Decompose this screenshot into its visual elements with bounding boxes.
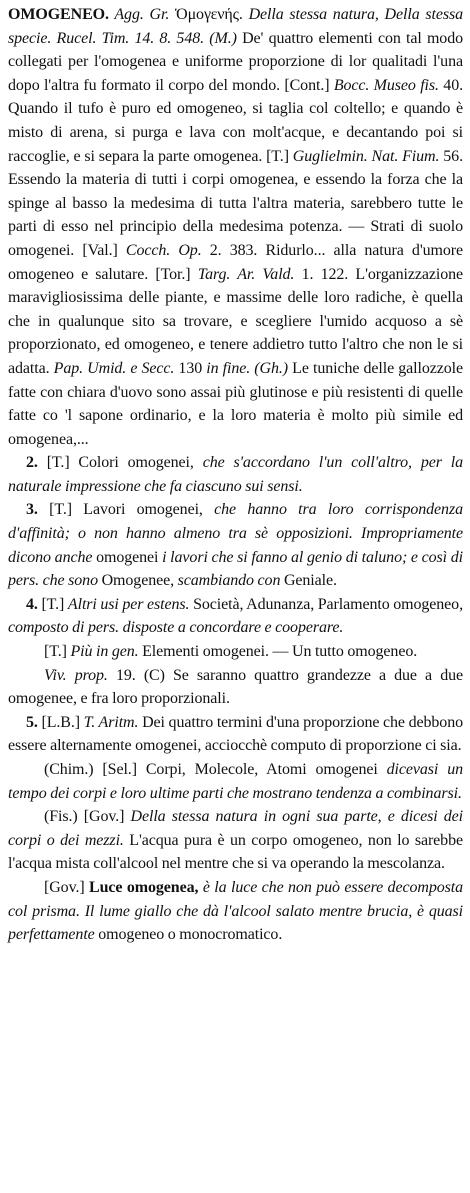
text-run: dicevasi un tempo dei corpi e loro ultime parti che mostrano tendenza a combinarsi. [8, 761, 463, 802]
entry-sense-4 [8, 640, 463, 664]
text-run: 56. Essendo la materia di tutti i corpi omogenea, e essendo la forza che la spinge al basso la medesima di tutta l'altra materia, sarebbero tutte le parti di esso nel principio della medesima potenza. — Strati di suolo omogenei. [Val.] [8, 147, 463, 259]
text-run: 2. 383. Ridurlo... alla natura d'umore omogeneo e salutare. [Tor.] [8, 241, 463, 283]
text-run: De' quattro elementi con tal modo collegati per l'omogenea e uniforme proporzione di lor qualitadi l'una dopo l'altra fu formato il corpo del mondo. [Cont.] [8, 29, 463, 94]
text-run: 1. 122. L'organizzazione maravigliosissima delle piante, e massime delle loro radiche, è quella che in qualunque sito sa trovare, e scegliere l'umido acquoso a sè proporzionato, ed omogeneo, e tenere addietro tutto l'altro che non le si adatta. [8, 265, 463, 377]
text-run: Della stessa natura, Della stessa specie. Rucel. Tim. 14. 8. 548. (M.) [8, 6, 464, 47]
entry-sense-3 [8, 593, 463, 640]
text-run: che hanno tra loro corrispondenza d'affinità; o non hanno almeno tra sè opposizioni. Impropriamente dicono anche [8, 501, 463, 566]
text-run: T. Aritm. [83, 713, 139, 731]
text-run: Targ. Ar. Vald. [197, 265, 295, 283]
text-run: 5. [26, 713, 38, 731]
entry-sense-6 [8, 711, 463, 758]
entry-sense-9 [8, 876, 463, 947]
text-run: L'acqua pura è un corpo omogeneo, non lo sarebbe l'acqua mista coll'alcool nel mentre che si va operando la mescolanza. [8, 831, 463, 873]
text-run: Luce omogenea, [89, 878, 199, 896]
text-run: omogenei [92, 548, 163, 566]
text-run: Geniale. [280, 572, 337, 590]
entry-sense-5 [8, 664, 463, 711]
text-run: i lavori che si fanno al genio di taluno; e così di pers. che sono [8, 548, 463, 590]
text-run: scambiando con [177, 572, 281, 590]
text-run: 3. [26, 501, 38, 519]
text-run: [T.] Colori omogenei, [37, 454, 203, 472]
text-run: 130 [174, 359, 207, 377]
text-run: è la luce che non può essere decomposta col prisma. Il lume giallo che dà l'alcool salato mentre brucia, è quasi perfettamente [8, 878, 463, 944]
text-run: [L.B.] [37, 713, 84, 731]
text-run: Altri usi per estens. [67, 595, 190, 613]
text-run: in fine. (Gh.) [206, 359, 289, 377]
entry-sense-1 [8, 451, 463, 498]
entry-definition [8, 3, 463, 451]
text-run: Più in gen. [70, 643, 139, 661]
text-run: che s'accordano l'un coll'altro, per la naturale impressione che fa ciascuno sui sensi. [8, 454, 463, 495]
text-run: [Gov.] [44, 878, 90, 896]
text-run: Guglielmin. Nat. Fium. [292, 147, 440, 165]
text-run: (Chim.) [Sel.] Corpi, Molecole, Atomi omogenei [44, 761, 387, 778]
text-run: Pap. Umid. e Secc. [53, 359, 175, 377]
text-run: omogeneo o monocromatico. [94, 926, 283, 944]
text-run: composto di pers. disposte a concordare e cooperare. [8, 619, 344, 637]
text-run: Ὁμογενής. [175, 6, 243, 23]
text-run: Agg. Gr. [108, 6, 176, 23]
text-run: 19. (C) Se saranno quattro grandezze a due a due omogenee, e fra loro proporzionali. [8, 666, 464, 708]
text-run: Bocc. Museo fis. [333, 76, 439, 94]
text-run: (Fis.) [Gov.] [44, 808, 131, 826]
text-run: Società, Adunanza, Parlamento omogeneo, [189, 595, 463, 613]
text-run: Della stessa natura in ogni sua parte, e dicesi dei corpi o dei mezzi. [8, 808, 463, 849]
text-run: Cocch. Op. [125, 241, 202, 259]
text-run: OMOGENEO. [8, 6, 109, 23]
entry-sense-2 [8, 498, 463, 592]
text-run: Omogenee, [98, 572, 178, 590]
dictionary-entry-omogeneo [8, 3, 463, 947]
text-run: [T.] Lavori omogenei, [37, 501, 215, 519]
text-run: Dei quattro termini d'una proporzione che debbono essere alternamente omogenei, acciocchè computo di proporzione ci sia. [8, 713, 464, 755]
text-run: 40. Quando il tufo è puro ed omogeneo, si taglia col coltello; e quando è misto di arena, si purga e lava con molt'acque, e decantando poi si raccoglie, e si separa la parte omogenea. [T.] [8, 76, 463, 165]
text-run: 4. [26, 595, 38, 613]
entry-sense-8 [8, 805, 463, 876]
text-run: Le tuniche delle gallozzole fatte con chiara d'uovo sono assai più glutinose e più resistenti di quelle fatte co 'l sapone ordinario, e la loro materia è molto più simile ed omogenea,... [8, 359, 463, 448]
entry-sense-7 [8, 758, 463, 805]
text-run: [T.] [37, 595, 68, 613]
text-run: [T.] [44, 643, 71, 661]
text-run: Viv. prop. [44, 666, 108, 684]
text-run: 2. [26, 454, 38, 472]
text-run: Elementi omogenei. — Un tutto omogeneo. [138, 643, 418, 661]
